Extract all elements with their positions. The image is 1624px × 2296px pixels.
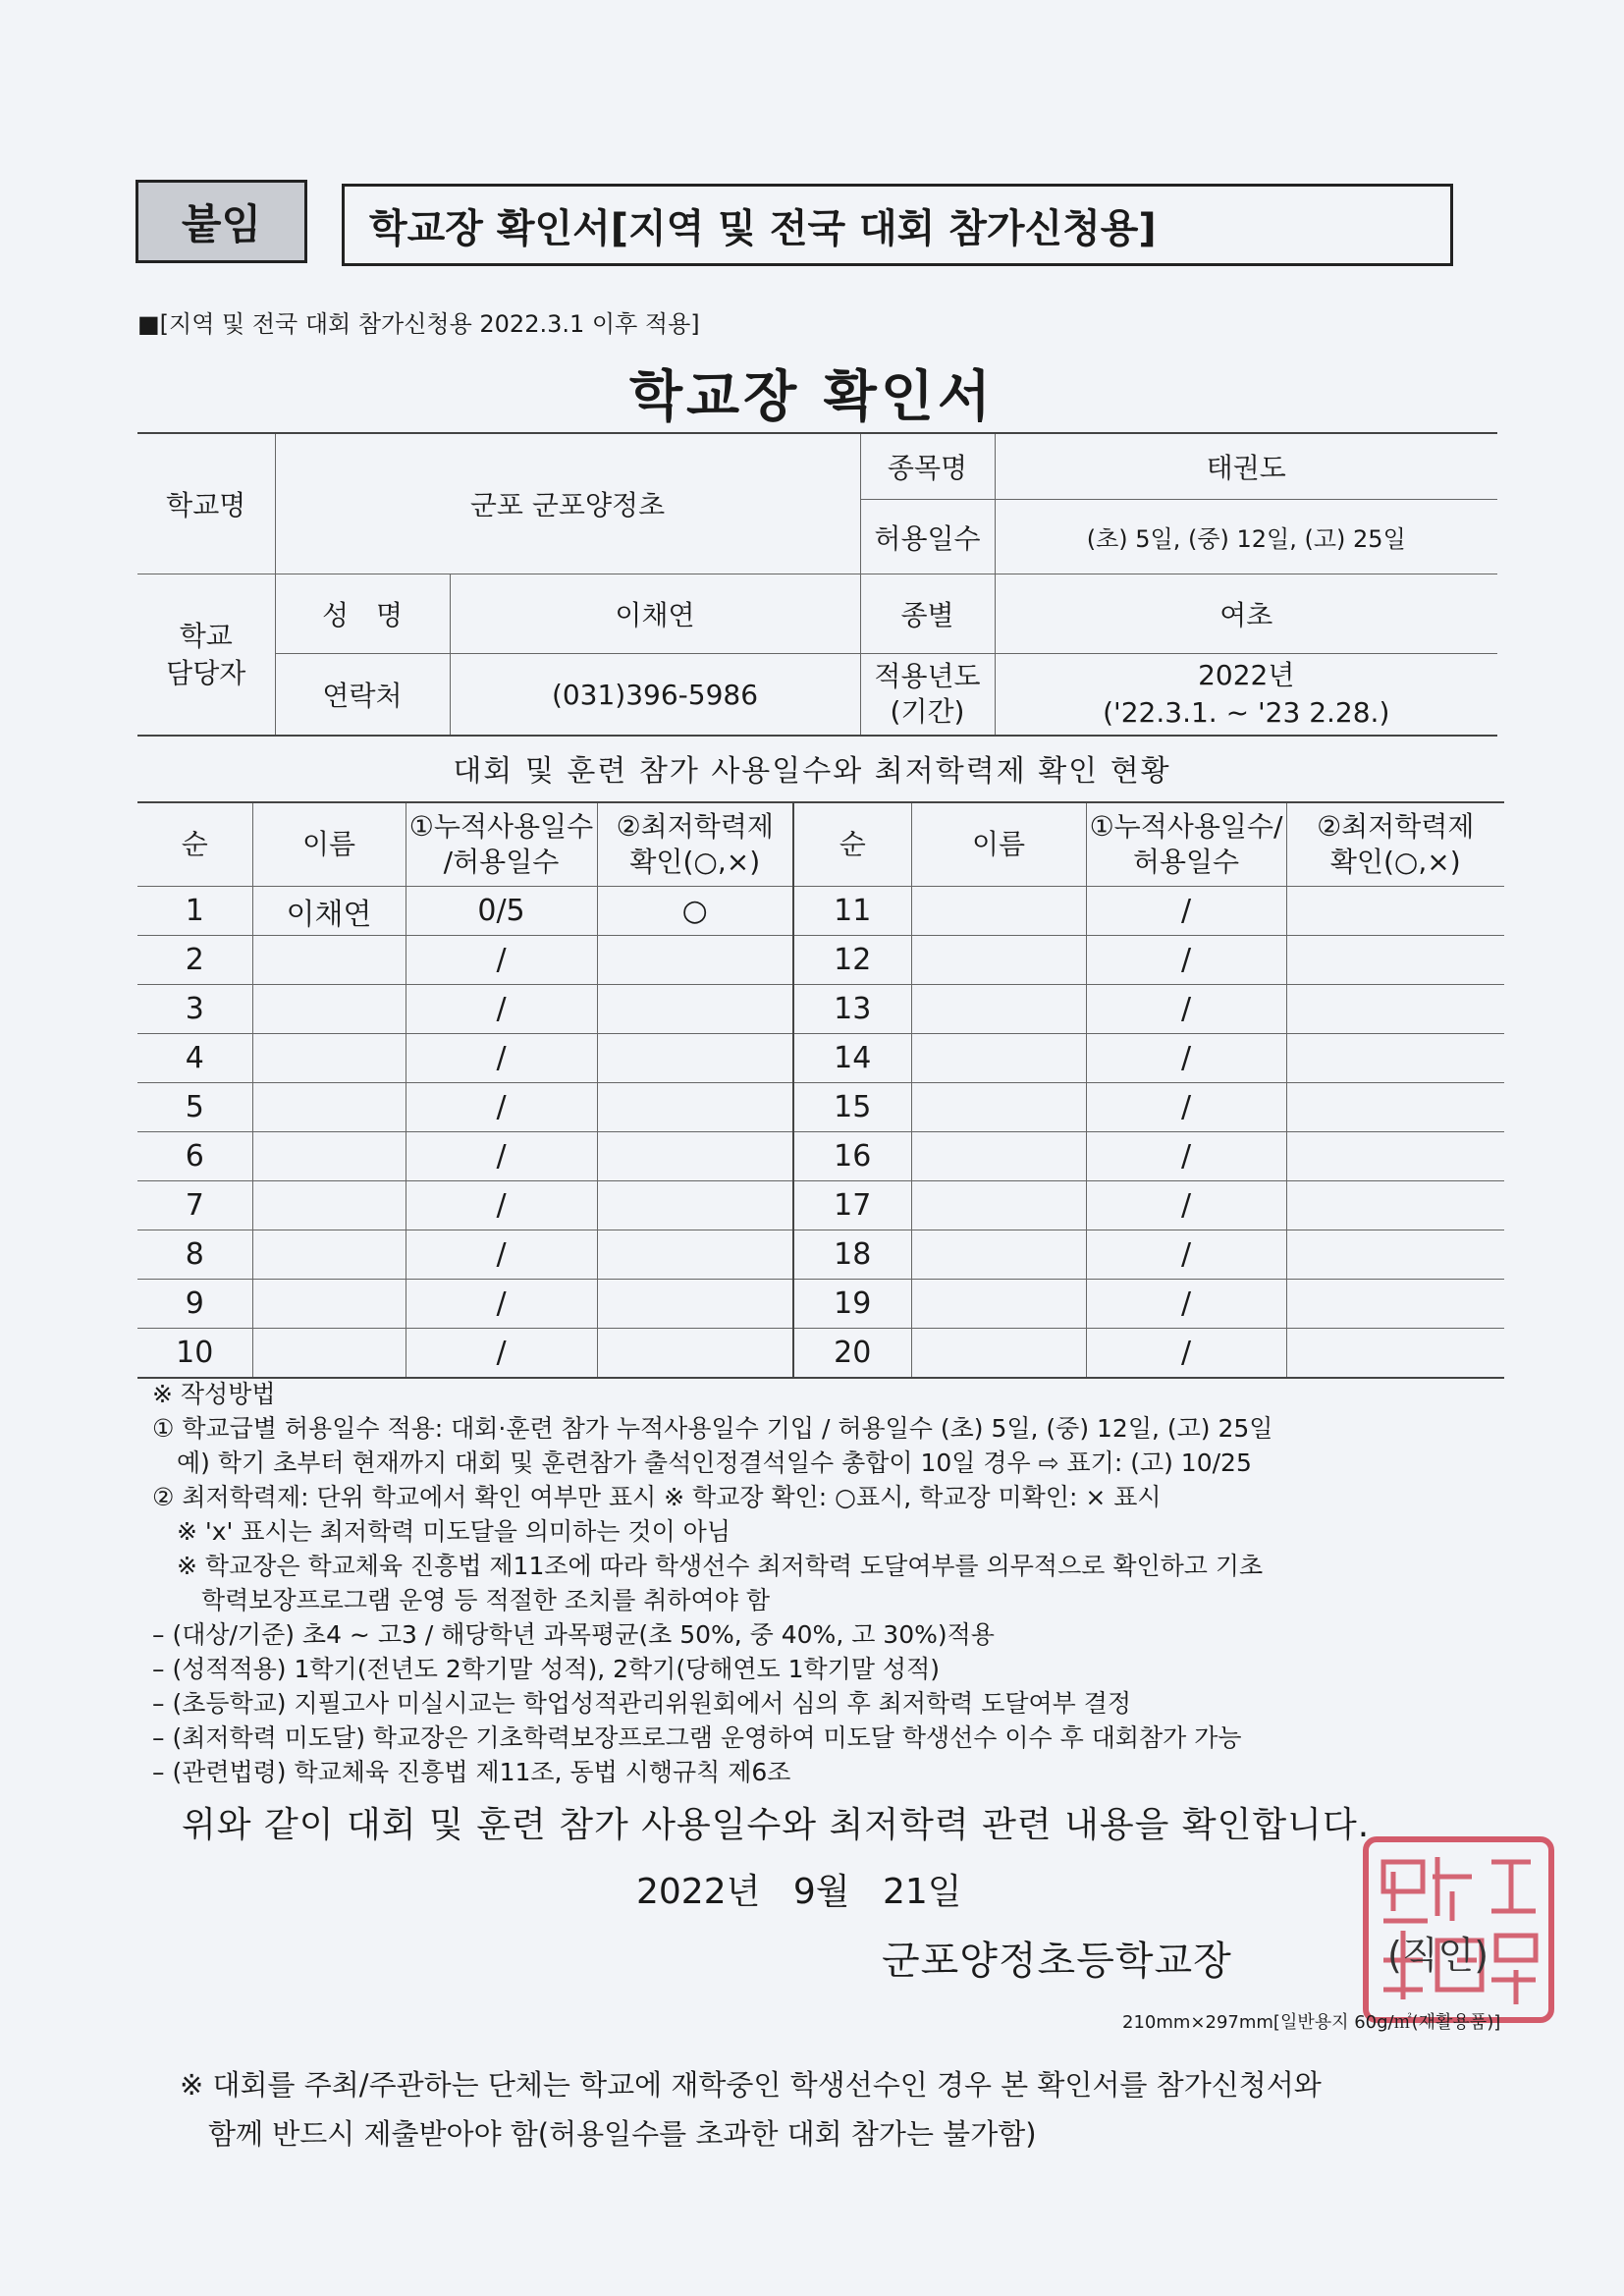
instruction-line: – (초등학교) 지필고사 미실시교는 학업성적관리위원회에서 심의 후 최저학력 도달여부 결정 xyxy=(152,1689,1132,1718)
row-no: 19 xyxy=(793,1280,911,1329)
usage-table xyxy=(137,801,1504,1379)
instruction-line: 학력보장프로그램 운영 등 적절한 조치를 취하여야 함 xyxy=(152,1586,770,1614)
allowed-days-label: 허용일수 xyxy=(860,500,995,574)
table-row xyxy=(137,936,1504,985)
header-min-right xyxy=(1286,802,1504,887)
seal-mark: (직인) xyxy=(1387,1934,1489,1977)
row-days: / xyxy=(406,1230,597,1280)
row-check xyxy=(1286,887,1504,936)
instruction-line: ※ 작성방법 xyxy=(152,1380,276,1408)
row-name xyxy=(252,985,406,1034)
footer-line: ※ 대회를 주최/주관하는 단체는 학교에 재학중인 학생선수인 경우 본 확인서를 참가신청서와 xyxy=(180,2068,1322,2102)
person-name-label: 성 명 xyxy=(275,574,450,654)
row-check xyxy=(597,936,793,985)
row-check xyxy=(597,1132,793,1181)
row-name xyxy=(911,936,1086,985)
school-name-value: 군포 군포양정초 xyxy=(275,433,860,574)
period-value-line1: 2022년 xyxy=(1198,659,1295,691)
header-min-right-line1: ②최저학력제 xyxy=(1317,810,1475,843)
row-days: 0/5 xyxy=(406,887,597,936)
row-no: 15 xyxy=(793,1083,911,1132)
footer-line: 함께 반드시 제출받아야 함(허용일수를 초과한 대회 참가는 불가함) xyxy=(180,2117,1037,2151)
row-days: / xyxy=(1086,1280,1286,1329)
row-check xyxy=(597,985,793,1034)
table-row xyxy=(137,1329,1504,1379)
row-name xyxy=(911,887,1086,936)
row-days: / xyxy=(406,1280,597,1329)
table-row xyxy=(137,1132,1504,1181)
row-days: / xyxy=(406,1034,597,1083)
row-no: 4 xyxy=(137,1034,252,1083)
row-check xyxy=(597,1034,793,1083)
row-no: 10 xyxy=(137,1329,252,1379)
issue-date: 2022년 9월 21일 xyxy=(636,1872,962,1912)
row-check xyxy=(1286,1132,1504,1181)
table-row xyxy=(137,1181,1504,1230)
row-no: 11 xyxy=(793,887,911,936)
row-no: 18 xyxy=(793,1230,911,1280)
section-title: 대회 및 훈련 참가 사용일수와 최저학력제 확인 현황 xyxy=(453,754,1171,789)
row-name xyxy=(911,1280,1086,1329)
page-title: 학교장 확인서 xyxy=(628,365,996,429)
row-check xyxy=(1286,1280,1504,1329)
row-no: 14 xyxy=(793,1034,911,1083)
row-days: / xyxy=(1086,1034,1286,1083)
table-row xyxy=(137,1083,1504,1132)
header-min-right-line2: 확인(○,×) xyxy=(1329,846,1461,878)
period-label xyxy=(860,654,995,737)
row-no: 7 xyxy=(137,1181,252,1230)
row-name xyxy=(911,1132,1086,1181)
row-name xyxy=(911,1329,1086,1379)
row-name xyxy=(252,1181,406,1230)
row-name xyxy=(252,1132,406,1181)
row-days: / xyxy=(1086,1181,1286,1230)
header-no-left: 순 xyxy=(137,802,252,887)
instruction-line: – (대상/기준) 초4 ~ 고3 / 해당학년 과목평균(초 50%, 중 40%, 고 30%)적용 xyxy=(152,1620,995,1649)
header-no-right: 순 xyxy=(793,802,911,887)
row-check xyxy=(1286,1181,1504,1230)
manager-label-line1: 학교 xyxy=(179,619,233,652)
school-info-table xyxy=(137,432,1497,737)
contact-label: 연락처 xyxy=(275,654,450,737)
row-no: 17 xyxy=(793,1181,911,1230)
manager-label xyxy=(137,574,275,737)
document-header-title: 학교장 확인서[지역 및 전국 대회 참가신청용] xyxy=(342,184,1453,266)
row-days: / xyxy=(406,1083,597,1132)
row-days: / xyxy=(406,1181,597,1230)
row-days: / xyxy=(406,1132,597,1181)
school-name-label: 학교명 xyxy=(137,433,275,574)
category-label: 종별 xyxy=(860,574,995,654)
row-check xyxy=(1286,1230,1504,1280)
row-name xyxy=(911,1034,1086,1083)
row-check xyxy=(1286,1034,1504,1083)
period-value xyxy=(995,654,1497,737)
category-value: 여초 xyxy=(995,574,1497,654)
row-name xyxy=(252,936,406,985)
row-days: / xyxy=(406,1329,597,1379)
header-days-right-line2: 허용일수 xyxy=(1132,846,1240,878)
instruction-line: – (관련법령) 학교체육 진흥법 제11조, 동법 시행규칙 제6조 xyxy=(152,1758,791,1786)
manager-label-line2: 담당자 xyxy=(166,656,246,689)
row-days: / xyxy=(1086,887,1286,936)
instructions xyxy=(152,1377,1527,1789)
instruction-line: ※ 'x' 표시는 최저학력 미도달을 의미하는 것이 아님 xyxy=(152,1517,731,1546)
row-days: / xyxy=(406,985,597,1034)
header-min-left-line2: 확인(○,×) xyxy=(629,846,761,878)
instruction-line: – (최저학력 미도달) 학교장은 기초학력보장프로그램 운영하여 미도달 학생선수 이수 후 대회참가 가능 xyxy=(152,1723,1242,1752)
period-label-line2: (기간) xyxy=(890,695,965,728)
instruction-line: – (성적적용) 1학기(전년도 2학기말 성적), 2학기(당해연도 1학기말 성적) xyxy=(152,1655,940,1683)
row-name xyxy=(252,1083,406,1132)
contact-value: (031)396-5986 xyxy=(450,654,860,737)
header-days-left-line2: /허용일수 xyxy=(443,846,560,878)
row-days: / xyxy=(406,936,597,985)
row-check xyxy=(1286,1083,1504,1132)
row-check xyxy=(597,1181,793,1230)
sport-label: 종목명 xyxy=(860,433,995,500)
row-no: 6 xyxy=(137,1132,252,1181)
person-name-value: 이채연 xyxy=(450,574,860,654)
instruction-line: ① 학교급별 허용일수 적용: 대회·훈련 참가 누적사용일수 기입 / 허용일수 (초) 5일, (중) 12일, (고) 25일 xyxy=(152,1414,1273,1443)
table-row xyxy=(137,1230,1504,1280)
sport-value: 태권도 xyxy=(995,433,1497,500)
row-days: / xyxy=(1086,1083,1286,1132)
footer-note xyxy=(180,2060,1322,2159)
instruction-line: ※ 학교장은 학교체육 진흥법 제11조에 따라 학생선수 최저학력 도달여부를 의무적으로 확인하고 기초 xyxy=(152,1552,1264,1580)
row-days: / xyxy=(1086,936,1286,985)
row-name xyxy=(911,1181,1086,1230)
row-name xyxy=(252,1230,406,1280)
table-row xyxy=(137,1280,1504,1329)
table-row xyxy=(137,985,1504,1034)
usage-table-body xyxy=(137,887,1504,1379)
row-no: 8 xyxy=(137,1230,252,1280)
row-name xyxy=(252,1280,406,1329)
header-min-left xyxy=(597,802,793,887)
period-value-line2: ('22.3.1. ~ '23 2.28.) xyxy=(1103,696,1390,729)
header-days-right xyxy=(1086,802,1286,887)
row-no: 12 xyxy=(793,936,911,985)
row-check: ○ xyxy=(597,887,793,936)
period-label-line1: 적용년도 xyxy=(874,660,981,692)
instruction-line: 예) 학기 초부터 현재까지 대회 및 훈련참가 출석인정결석일수 총합이 10일 경우 ⇨ 표기: (고) 10/25 xyxy=(152,1449,1252,1477)
header-days-left xyxy=(406,802,597,887)
allowed-days-value: (초) 5일, (중) 12일, (고) 25일 xyxy=(995,500,1497,574)
row-check xyxy=(597,1280,793,1329)
row-check xyxy=(1286,985,1504,1034)
row-check xyxy=(597,1329,793,1379)
row-name xyxy=(911,1230,1086,1280)
form-subtitle: ■[지역 및 전국 대회 참가신청용 2022.3.1 이후 적용] xyxy=(137,310,700,338)
principal-title: 군포양정초등학교장 xyxy=(882,1939,1232,1984)
row-no: 9 xyxy=(137,1280,252,1329)
header-min-left-line1: ②최저학력제 xyxy=(616,810,774,843)
row-no: 16 xyxy=(793,1132,911,1181)
row-name xyxy=(911,985,1086,1034)
row-no: 1 xyxy=(137,887,252,936)
header-name-right: 이름 xyxy=(911,802,1086,887)
attachment-badge: 붙임 xyxy=(135,180,307,263)
table-row xyxy=(137,887,1504,936)
row-no: 2 xyxy=(137,936,252,985)
row-name xyxy=(252,1034,406,1083)
confirmation-statement: 위와 같이 대회 및 훈련 참가 사용일수와 최저학력 관련 내용을 확인합니다. xyxy=(182,1805,1371,1845)
table-row xyxy=(137,1034,1504,1083)
row-check xyxy=(597,1083,793,1132)
row-check xyxy=(1286,936,1504,985)
row-no: 5 xyxy=(137,1083,252,1132)
paper-spec: 210mm×297mm[일반용지 60g/㎡(재활용품)] xyxy=(1122,2012,1501,2033)
header-days-left-line1: ①누적사용일수 xyxy=(408,810,594,843)
header-name-left: 이름 xyxy=(252,802,406,887)
row-name: 이채연 xyxy=(252,887,406,936)
row-no: 20 xyxy=(793,1329,911,1379)
row-check xyxy=(1286,1329,1504,1379)
row-name xyxy=(252,1329,406,1379)
row-days: / xyxy=(1086,985,1286,1034)
row-no: 3 xyxy=(137,985,252,1034)
row-days: / xyxy=(1086,1230,1286,1280)
row-days: / xyxy=(1086,1132,1286,1181)
instruction-line: ② 최저학력제: 단위 학교에서 확인 여부만 표시 ※ 학교장 확인: ○표시, 학교장 미확인: × 표시 xyxy=(152,1483,1162,1511)
row-days: / xyxy=(1086,1329,1286,1379)
header-days-right-line1: ①누적사용일수/ xyxy=(1089,810,1283,843)
row-check xyxy=(597,1230,793,1280)
row-name xyxy=(911,1083,1086,1132)
row-no: 13 xyxy=(793,985,911,1034)
